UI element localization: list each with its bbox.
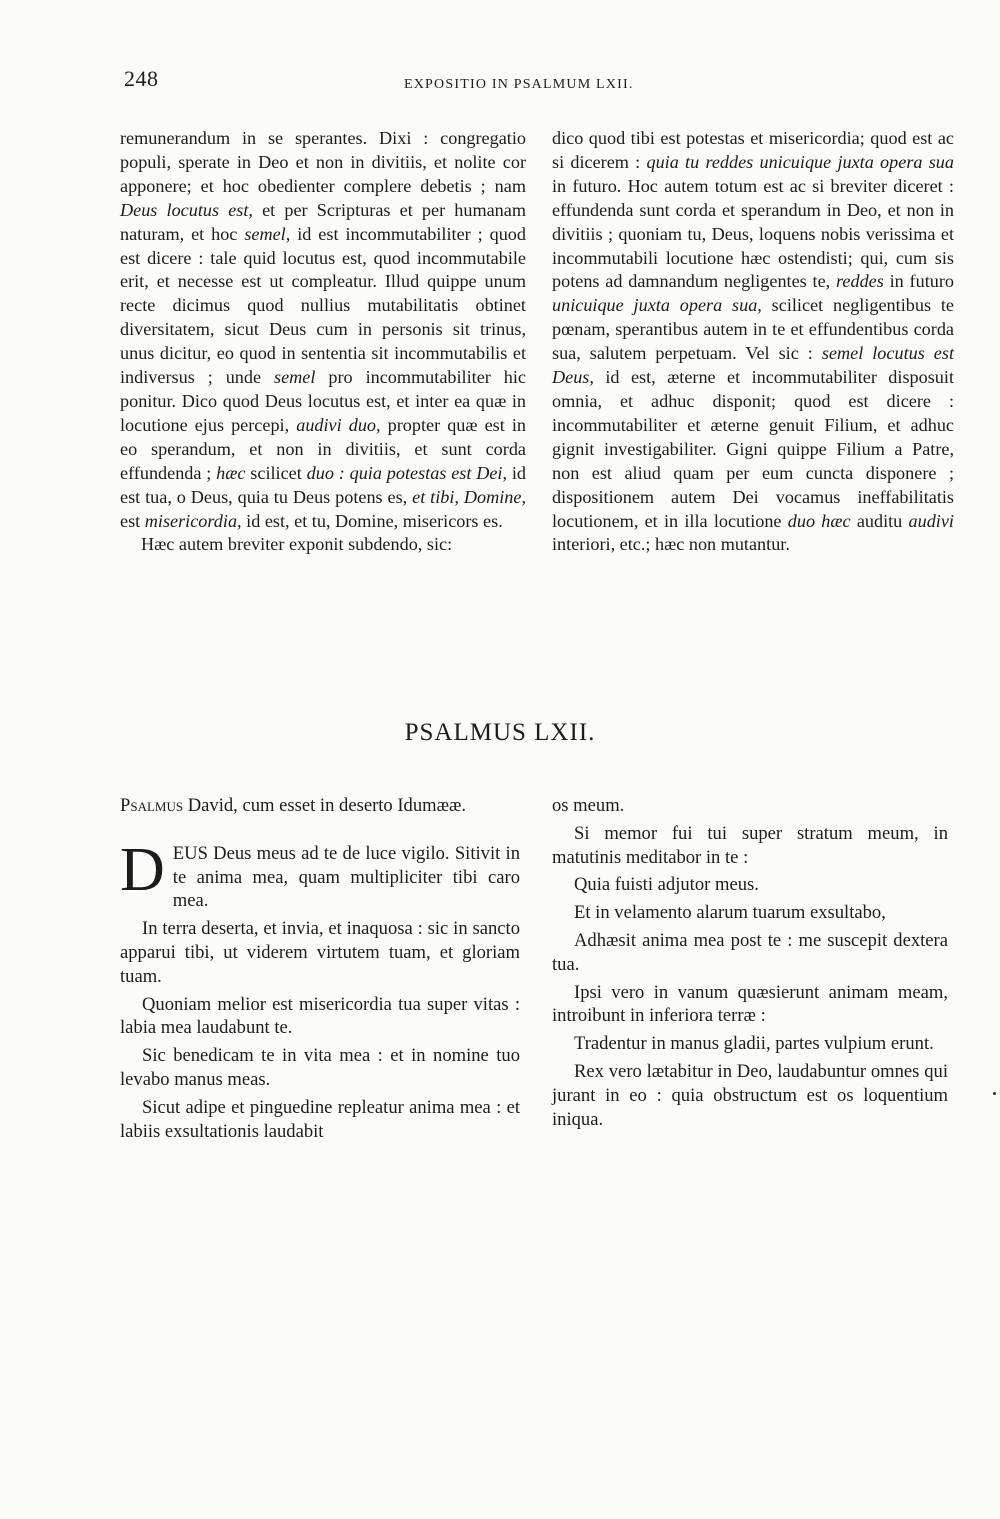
psalm-verse: Quia fuisti adjutor meus. — [574, 874, 759, 896]
psalm-verse: Quoniam melior est misericordia tua super vitas : labia mea laudabunt te. — [120, 993, 520, 1039]
commentary-left-column — [120, 127, 526, 557]
psalm-left-column — [120, 794, 520, 1147]
commentary-paragraph: remunerandum in se sperantes. Dixi : congregatio populi, sperate in Deo et non in divitiis, et nolite cor apponere; et hoc obedienter complere debetis ; nam Deus locutus est, et per Scripturas et per humanam naturam, et hoc semel, id est incommutabiliter ; quod est dicere : tale quid locutus est, quod incommutabile erit, et necesse est ut compleatur. Illud quippe unum recte dicimus quod nullius mutabilitatis obtinet diversitatem, sicut Deus cum in personis sit trinus, unus dicitur, eo quod in sententia sit incommutabilis et indiversus ; unde semel pro incommutabiliter hic ponitur. Dico quod Deus locutus est, et inter ea quæ in locutione ejus percepi, audivi duo, propter quæ est in eo sperandum, et non in divitiis, et sunt corda effundenda ; hæc scilicet duo : quia potestas est Dei, id est tua, o Deus, quia tu Deus potens es, et tibi, Domine, est misericordia, id est, et tu, Domine, misericors es. — [120, 128, 526, 531]
psalm-verse: Si memor fui tui super stratum meum, in matutinis meditabor in te : — [552, 822, 948, 868]
page-number: 248 — [124, 66, 159, 91]
psalm-verse: Adhæsit anima mea post te : me suscepit dextera tua. — [552, 929, 948, 975]
psalm-verse: os meum. — [552, 795, 625, 816]
psalm-right-column — [552, 794, 948, 1135]
psalm-verse: In terra deserta, et invia, et inaquosa : sic in sancto apparui tibi, ut viderem virtutem tuam, et gloriam tuam. — [120, 918, 520, 987]
psalm-verse: Tradentur in manus gladii, partes vulpium erunt. — [574, 1033, 934, 1055]
psalm-verse: Sicut adipe et pinguedine repleatur anima mea : et labiis exsultationis laudabit — [120, 1096, 520, 1142]
margin-speck — [993, 1092, 996, 1095]
psalm-superscription: Psalmus David, cum esset in deserto Idumææ. — [120, 795, 467, 816]
psalm-verse: DEUS Deus meus ad te de luce vigilo. Sitivit in te anima mea, quam multipliciter tibi caro mea. — [120, 835, 520, 912]
commentary-paragraph: dico quod tibi est potestas et misericordia; quod est ac si dicerem : quia tu reddes unicuique juxta opera sua in futuro. Hoc autem totum est ac si breviter diceret : effundenda sunt corda et sperandum in Deo, et non in divitiis ; quoniam tu, Deus, loquens nobis verissima et incommutabili locutione hæc ostendisti; qui, cum sis potens ad damnandum negligentes te, reddes in futuro unicuique juxta opera sua, scilicet negligentibus te pœnam, sperantibus autem in te et effundentibus corda sua, salutem perpetuam. Vel sic : semel locutus est Deus, id est, æterne et incommutabiliter disposuit omnia, et adhuc disponit; quod est dicere : incommutabiliter et æterne genuit Filium, et adhuc gignit investigabiliter. Gigni quippe Filium a Patre, non est aliud quam per eum cuncta disponere ; dispositionem autem Dei vocamus ineffabilitatis locutionem, et in illa locutione duo hæc auditu audivi interiori, etc.; hæc non mutantur. — [552, 128, 954, 555]
psalm-title: PSALMUS LXII. — [404, 719, 596, 746]
psalm-verse: Ipsi vero in vanum quæsierunt animam meam, introibunt in inferiora terræ : — [552, 981, 948, 1027]
commentary-paragraph: Hæc autem breviter exponit subdendo, sic: — [141, 534, 453, 555]
psalm-verse: Et in velamento alarum tuarum exsultabo, — [574, 902, 886, 924]
running-title: EXPOSITIO IN PSALMUM LXII. — [404, 77, 634, 92]
superscription-smallcaps: Psalmus — [120, 795, 184, 816]
psalm-verse: Rex vero lætabitur in Deo, laudabuntur omnes qui jurant in eo : quia obstructum est os loquentium iniqua. — [552, 1060, 948, 1130]
commentary-right-column — [552, 127, 954, 557]
psalm-verse: Sic benedicam te in vita mea : et in nomine tuo levabo manus meas. — [120, 1045, 520, 1090]
drop-capital: D — [120, 835, 165, 904]
